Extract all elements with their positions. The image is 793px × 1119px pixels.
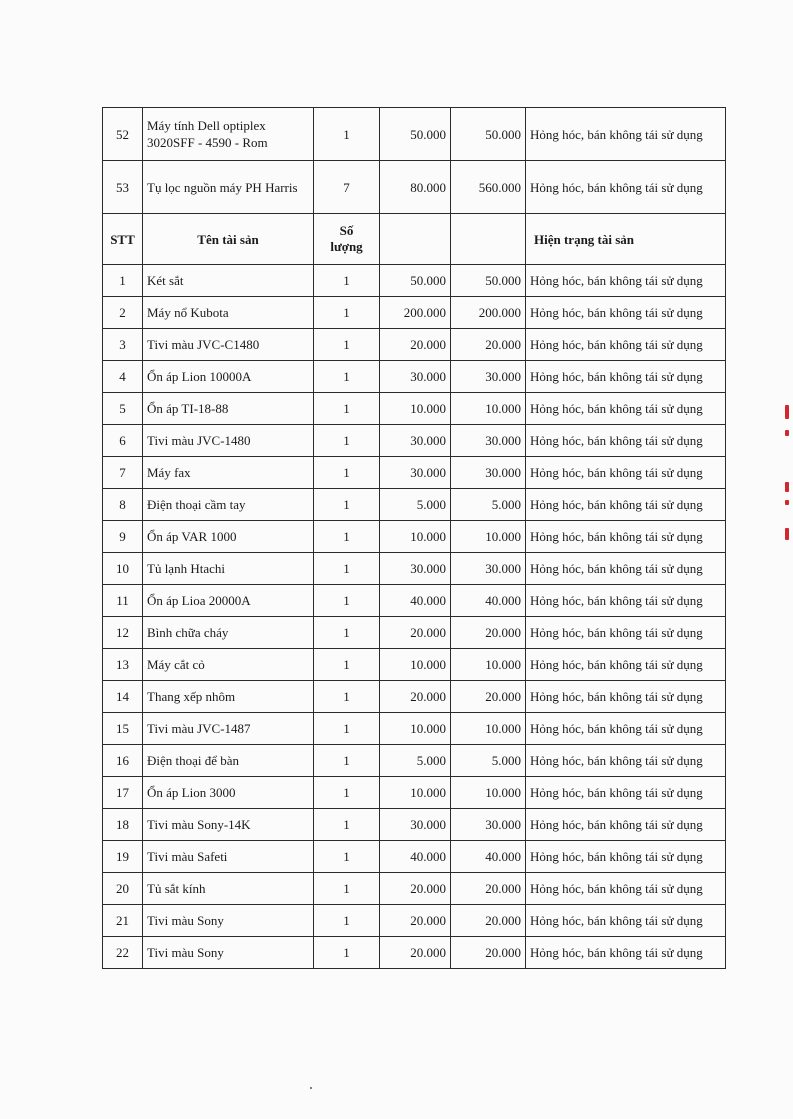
header-quantity-line1: Số <box>339 223 354 238</box>
cell-unit-price: 10.000 <box>380 521 451 553</box>
table-row <box>103 777 726 809</box>
table-row <box>103 521 726 553</box>
table-row <box>103 457 726 489</box>
cell-name: Tivi màu Sony <box>143 905 314 937</box>
cell-stt: 10 <box>103 553 143 585</box>
cell-quantity: 1 <box>314 329 380 361</box>
cell-status: Hỏng hóc, bán không tái sử dụng <box>526 585 726 617</box>
cell-stt: 15 <box>103 713 143 745</box>
cell-quantity: 1 <box>314 553 380 585</box>
cell-total: 20.000 <box>451 937 526 969</box>
cell-unit-price: 30.000 <box>380 457 451 489</box>
cell-name: Ổn áp Lioa 20000A <box>143 585 314 617</box>
cell-quantity: 1 <box>314 457 380 489</box>
cell-unit-price: 20.000 <box>380 681 451 713</box>
table-header-section <box>103 214 726 265</box>
red-margin-mark <box>785 405 789 419</box>
asset-table-page <box>102 107 726 969</box>
cell-status: Hỏng hóc, bán không tái sử dụng <box>526 553 726 585</box>
table-row <box>103 425 726 457</box>
cell-quantity: 1 <box>314 681 380 713</box>
table-row <box>103 393 726 425</box>
cell-status: Hỏng hóc, bán không tái sử dụng <box>526 809 726 841</box>
cell-stt: 21 <box>103 905 143 937</box>
cell-quantity: 1 <box>314 713 380 745</box>
cell-quantity: 1 <box>314 265 380 297</box>
cell-quantity: 1 <box>314 361 380 393</box>
cell-stt: 18 <box>103 809 143 841</box>
cell-status: Hỏng hóc, bán không tái sử dụng <box>526 361 726 393</box>
cell-quantity: 1 <box>314 489 380 521</box>
cell-quantity: 1 <box>314 649 380 681</box>
cell-total: 50.000 <box>451 108 526 161</box>
cell-total: 30.000 <box>451 361 526 393</box>
cell-total: 20.000 <box>451 617 526 649</box>
header-quantity-line2: lượng <box>330 239 363 254</box>
table-row <box>103 873 726 905</box>
table-row <box>103 161 726 214</box>
cell-stt: 1 <box>103 265 143 297</box>
header-unit-price <box>380 214 451 265</box>
cell-stt: 5 <box>103 393 143 425</box>
cell-unit-price: 80.000 <box>380 161 451 214</box>
cell-quantity: 1 <box>314 777 380 809</box>
cell-status: Hỏng hóc, bán không tái sử dụng <box>526 617 726 649</box>
cell-name: Tivi màu Sony <box>143 937 314 969</box>
cell-quantity: 1 <box>314 937 380 969</box>
cell-status: Hỏng hóc, bán không tái sử dụng <box>526 265 726 297</box>
header-quantity <box>314 214 380 265</box>
cell-status: Hỏng hóc, bán không tái sử dụng <box>526 873 726 905</box>
cell-name: Máy tính Dell optiplex 3020SFF - 4590 - Rom <box>143 108 314 161</box>
cell-total: 30.000 <box>451 809 526 841</box>
table-row <box>103 617 726 649</box>
cell-quantity: 1 <box>314 585 380 617</box>
cell-unit-price: 30.000 <box>380 361 451 393</box>
cell-quantity: 1 <box>314 905 380 937</box>
table-row <box>103 265 726 297</box>
red-margin-mark <box>785 500 789 505</box>
cell-stt: 52 <box>103 108 143 161</box>
cell-unit-price: 40.000 <box>380 841 451 873</box>
cell-name: Ổn áp TI-18-88 <box>143 393 314 425</box>
cell-status: Hỏng hóc, bán không tái sử dụng <box>526 937 726 969</box>
cell-status: Hỏng hóc, bán không tái sử dụng <box>526 425 726 457</box>
cell-quantity: 7 <box>314 161 380 214</box>
cell-total: 30.000 <box>451 553 526 585</box>
red-margin-mark <box>785 430 789 436</box>
cell-status: Hỏng hóc, bán không tái sử dụng <box>526 161 726 214</box>
cell-status: Hỏng hóc, bán không tái sử dụng <box>526 457 726 489</box>
cell-unit-price: 20.000 <box>380 905 451 937</box>
cell-stt: 3 <box>103 329 143 361</box>
cell-stt: 7 <box>103 457 143 489</box>
cell-unit-price: 10.000 <box>380 393 451 425</box>
cell-total: 10.000 <box>451 777 526 809</box>
cell-stt: 9 <box>103 521 143 553</box>
cell-name: Tivi màu JVC-1487 <box>143 713 314 745</box>
cell-name: Tụ lọc nguồn máy PH Harris <box>143 161 314 214</box>
cell-status: Hỏng hóc, bán không tái sử dụng <box>526 489 726 521</box>
cell-stt: 8 <box>103 489 143 521</box>
cell-status: Hỏng hóc, bán không tái sử dụng <box>526 649 726 681</box>
scan-speck <box>310 1087 312 1089</box>
cell-status: Hỏng hóc, bán không tái sử dụng <box>526 841 726 873</box>
table-row <box>103 905 726 937</box>
cell-unit-price: 20.000 <box>380 937 451 969</box>
header-stt: STT <box>103 214 143 265</box>
cell-name: Ổn áp Lion 3000 <box>143 777 314 809</box>
cell-stt: 6 <box>103 425 143 457</box>
cell-status: Hỏng hóc, bán không tái sử dụng <box>526 745 726 777</box>
cell-total: 50.000 <box>451 265 526 297</box>
cell-quantity: 1 <box>314 873 380 905</box>
cell-quantity: 1 <box>314 425 380 457</box>
cell-stt: 2 <box>103 297 143 329</box>
cell-name: Ổn áp Lion 10000A <box>143 361 314 393</box>
cell-stt: 11 <box>103 585 143 617</box>
cell-total: 5.000 <box>451 489 526 521</box>
cell-unit-price: 20.000 <box>380 329 451 361</box>
cell-status: Hỏng hóc, bán không tái sử dụng <box>526 713 726 745</box>
cell-total: 40.000 <box>451 841 526 873</box>
cell-status: Hỏng hóc, bán không tái sử dụng <box>526 521 726 553</box>
cell-name: Bình chữa cháy <box>143 617 314 649</box>
table-row <box>103 108 726 161</box>
cell-status: Hỏng hóc, bán không tái sử dụng <box>526 297 726 329</box>
cell-stt: 12 <box>103 617 143 649</box>
cell-name: Điện thoại để bàn <box>143 745 314 777</box>
table-row <box>103 489 726 521</box>
cell-name: Máy fax <box>143 457 314 489</box>
cell-unit-price: 30.000 <box>380 425 451 457</box>
table-header-row <box>103 214 726 265</box>
asset-table <box>102 107 726 969</box>
cell-total: 20.000 <box>451 681 526 713</box>
table-row <box>103 649 726 681</box>
cell-unit-price: 50.000 <box>380 265 451 297</box>
table-row <box>103 841 726 873</box>
table-row <box>103 809 726 841</box>
previous-page-rows <box>103 108 726 214</box>
cell-quantity: 1 <box>314 809 380 841</box>
cell-name: Két sắt <box>143 265 314 297</box>
cell-total: 10.000 <box>451 521 526 553</box>
red-margin-mark <box>785 528 789 540</box>
cell-unit-price: 10.000 <box>380 777 451 809</box>
cell-name: Tủ lạnh Htachi <box>143 553 314 585</box>
cell-total: 10.000 <box>451 393 526 425</box>
cell-stt: 13 <box>103 649 143 681</box>
cell-status: Hỏng hóc, bán không tái sử dụng <box>526 681 726 713</box>
cell-status: Hỏng hóc, bán không tái sử dụng <box>526 329 726 361</box>
cell-unit-price: 10.000 <box>380 649 451 681</box>
cell-stt: 53 <box>103 161 143 214</box>
cell-name: Thang xếp nhôm <box>143 681 314 713</box>
cell-status: Hỏng hóc, bán không tái sử dụng <box>526 393 726 425</box>
table-row <box>103 585 726 617</box>
cell-quantity: 1 <box>314 108 380 161</box>
cell-stt: 19 <box>103 841 143 873</box>
cell-name: Tivi màu Safeti <box>143 841 314 873</box>
table-row <box>103 745 726 777</box>
cell-quantity: 1 <box>314 297 380 329</box>
cell-name: Máy nổ Kubota <box>143 297 314 329</box>
cell-quantity: 1 <box>314 393 380 425</box>
cell-total: 40.000 <box>451 585 526 617</box>
cell-status: Hỏng hóc, bán không tái sử dụng <box>526 905 726 937</box>
cell-quantity: 1 <box>314 841 380 873</box>
cell-unit-price: 5.000 <box>380 489 451 521</box>
cell-stt: 16 <box>103 745 143 777</box>
asset-rows <box>103 265 726 969</box>
cell-total: 200.000 <box>451 297 526 329</box>
cell-name: Tivi màu Sony-14K <box>143 809 314 841</box>
cell-unit-price: 10.000 <box>380 713 451 745</box>
cell-name: Tủ sắt kính <box>143 873 314 905</box>
cell-unit-price: 5.000 <box>380 745 451 777</box>
table-row <box>103 297 726 329</box>
table-row <box>103 713 726 745</box>
cell-name: Tivi màu JVC-1480 <box>143 425 314 457</box>
cell-status: Hỏng hóc, bán không tái sử dụng <box>526 108 726 161</box>
cell-total: 560.000 <box>451 161 526 214</box>
cell-stt: 22 <box>103 937 143 969</box>
header-total <box>451 214 526 265</box>
table-row <box>103 361 726 393</box>
cell-name: Tivi màu JVC-C1480 <box>143 329 314 361</box>
red-margin-mark <box>785 482 789 492</box>
header-status: Hiện trạng tài sản <box>526 214 726 265</box>
cell-stt: 17 <box>103 777 143 809</box>
cell-quantity: 1 <box>314 617 380 649</box>
table-row <box>103 329 726 361</box>
cell-name: Ổn áp VAR 1000 <box>143 521 314 553</box>
cell-quantity: 1 <box>314 521 380 553</box>
cell-stt: 20 <box>103 873 143 905</box>
cell-unit-price: 40.000 <box>380 585 451 617</box>
cell-stt: 4 <box>103 361 143 393</box>
cell-status: Hỏng hóc, bán không tái sử dụng <box>526 777 726 809</box>
cell-unit-price: 20.000 <box>380 617 451 649</box>
cell-stt: 14 <box>103 681 143 713</box>
cell-unit-price: 50.000 <box>380 108 451 161</box>
header-name: Tên tài sản <box>143 214 314 265</box>
cell-total: 10.000 <box>451 649 526 681</box>
table-row <box>103 937 726 969</box>
cell-total: 30.000 <box>451 457 526 489</box>
cell-unit-price: 30.000 <box>380 553 451 585</box>
cell-total: 20.000 <box>451 873 526 905</box>
cell-name: Điện thoại cầm tay <box>143 489 314 521</box>
cell-total: 5.000 <box>451 745 526 777</box>
cell-total: 20.000 <box>451 329 526 361</box>
cell-total: 10.000 <box>451 713 526 745</box>
cell-name: Máy cắt cỏ <box>143 649 314 681</box>
cell-unit-price: 30.000 <box>380 809 451 841</box>
cell-quantity: 1 <box>314 745 380 777</box>
table-row <box>103 681 726 713</box>
cell-total: 30.000 <box>451 425 526 457</box>
cell-total: 20.000 <box>451 905 526 937</box>
cell-unit-price: 200.000 <box>380 297 451 329</box>
cell-unit-price: 20.000 <box>380 873 451 905</box>
table-row <box>103 553 726 585</box>
